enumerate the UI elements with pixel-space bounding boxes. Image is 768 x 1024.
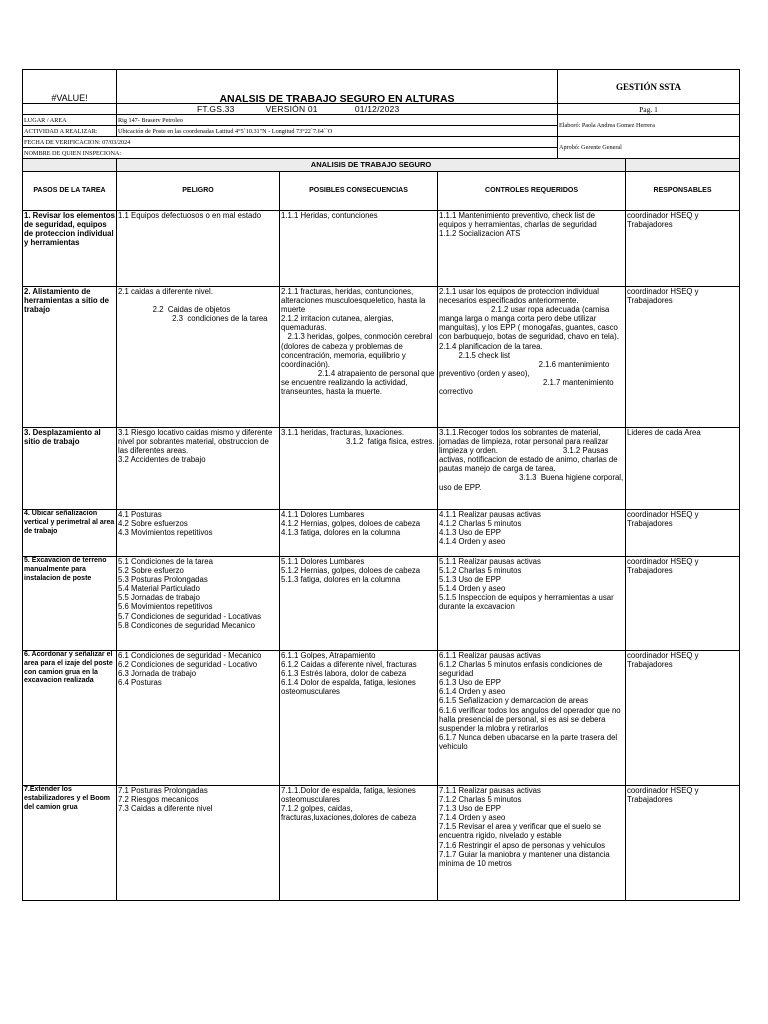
paso-cell: 3. Desplazamiento al sitio de trabajo [23,428,117,510]
value-cell-continued [23,104,117,115]
controles-cell: 7.1.1 Realizar pausas activas 7.1.2 Charlas 5 minutos 7.1.3 Uso de EPP 7.1.4 Orden y aseo 7.1.5 Revisar el area y verificar que el suelo se encuentra rigido, nivelado y estable 7.1.6 Restringir el apso de personas y vehiculos 7.1.7 Guiar la maniobra y mantener una distancia minima de 10 metros [438,786,626,901]
peligro-cell: 5.1 Condiciones de la tarea 5.2 Sobre esfuerzo 5.3 Posturas Prolongadas 5.4 Material Particulado 5.5 Jornadas de trabajo 5.6 Movimientos repetitivos 5.7 Condiciones de seguridad - Locativas 5.8 Condicones de seguridad Mecanico [117,557,280,651]
ats-table [22,159,740,901]
consecuencias-cell: 7.1.1.Dolor de espalda, fatiga, lesiones osteomusculares 7.1.2 golpes, caidas, fracturas,luxaciones,dolores de cabeza [280,786,438,901]
controles-cell: 5.1.1 Realizar pausas activas 5.1.2 Charlas 5 minutos 5.1.3 Uso de EPP 5.1.4 Orden y aseo 5.1.5 Inspeccion de equipos y herramientas a usar durante la excavacion [438,557,626,651]
actividad-value: Ubicación de Poste en las coordenadas Latitud 4°5`10.31"N - Longitud 73°22`7.64``O [117,126,558,137]
table-row [23,557,740,651]
responsables-cell: coordinador HSEQ y Trabajadores [626,211,740,287]
document-code-line [117,104,558,115]
nombre-inspeccion: NOMBRE DE QUIEN INSPECIONA: [23,148,558,159]
responsables-cell: coordinador HSEQ y Trabajadores [626,287,740,428]
column-header-controles: CONTROLES REQUERIDOS [438,172,626,211]
paso-cell: 2. Alistamiento de herramientas a sitio de trabajo [23,287,117,428]
controles-cell: 1.1.1 Mantenimiento preventivo, check list de equipos y herramientas, charlas de seguridad 1.1.2 Socializacion ATS [438,211,626,287]
lugar-value: Rig 147- Braserv Petroleo [117,115,558,126]
responsables-cell: coordinador HSEQ y Trabajadores [626,557,740,651]
document-date: 01/12/2023 [354,104,400,114]
consecuencias-cell: 3.1.1 heridas, fracturas, luxaciones. 3.1.2 fatiga fisica, estres. [280,428,438,510]
peligro-cell: 7.1 Posturas Prolongadas 7.2 Riesgos mecanicos 7.3 Caidas a diferente nivel [117,786,280,901]
table-row [23,651,740,786]
document-version: VERSIÓN 01 [265,104,318,114]
controles-cell: 6.1.1 Realizar pausas activas 6.1.2 Charlas 5 minutos enfasis condiciones de seguridad 6.1.3 Uso de EPP 6.1.4 Orden y aseo 6.1.5 Señalizacion y demarcacion de areas 6.1.6 verificar todos los angulos del operador que no halla presencial de personal, si es asi se debera suspender la mlobra y retirarlos 6.1.7 Nunca deben ubacarse en la parte trasera del vehiculo [438,651,626,786]
consecuencias-cell: 2.1.1 fracturas, heridas, contunciones, alteraciones musculoesqueletico, hasta la muerte 2.1.2 irritacion cutanea, alergias, quemaduras. 2.1.3 heridas, golpes, conmoción cerebral (dolores de cabeza y problemas de concentración, memoria, equilibrio y coordinación). 2.1.4 atrapaiento de personal que se encuentre realizando la actividad, transeuntes, hasta la muerte. [280,287,438,428]
header-table [22,69,740,159]
column-header-responsables: RESPONSABLES [626,172,740,211]
consecuencias-cell: 1.1.1 Heridas, contunciones [280,211,438,287]
fecha-verificacion: FECHA DE VERIFICACION: 07/03/2024 [23,137,558,148]
peligro-cell: 4.1 Posturas 4.2 Sobre esfuerzos 4.3 Movimientos repetitivos [117,510,280,557]
paso-cell: 1. Revisar los elementos de seguridad, equipos de proteccion individual y herramientas [23,211,117,287]
responsables-cell: coordinador HSEQ y Trabajadores [626,651,740,786]
table-row [23,786,740,901]
controles-cell: 3.1.1.Recoger todos los sobrantes de material, jornadas de limpieza, rotar personal para realizar limpieza y orden. 3.1.2 Pausas activas, notificacion de estado de animo, charlas de pautas manejo de carga de tarea. 3.1.3 Buena higiene corporal, uso de EPP. [438,428,626,510]
peligro-cell: 6.1 Condiciones de seguridad - Mecanico 6.2 Condiciones de seguridad - Locativo 6.3 Jornada de trabajo 6.4 Posturas [117,651,280,786]
table-row [23,211,740,287]
section-title: ANALISIS DE TRABAJO SEGURO [117,159,626,172]
table-row [23,510,740,557]
paso-cell: 4. Ubicar señalizacion vertical y perimetral al area de trabajo [23,510,117,557]
actividad-label: ACTIVIDAD A REALIZAR: [23,126,117,137]
document-code: FT.GS.33 [197,104,235,114]
responsables-cell: Lideres de cada Area [626,428,740,510]
responsables-cell: coordinador HSEQ y Trabajadores [626,786,740,901]
consecuencias-cell: 5.1.1 Dolores Lumbares 5.1.2 Hernias, golpes, doloes de cabeza 5.1.3 fatiga, dolores en la columna [280,557,438,651]
gestion-label: GESTIÓN SSTA [558,70,740,104]
paso-cell: 7.Extender los estabilizadores y el Boom del camion grua [23,786,117,901]
document-title-text: ANALSIS DE TRABAJO SEGURO EN ALTURAS [219,93,455,105]
paso-cell: 6. Acordonar y señalizar el area para el izaje del poste con camion grua en la excavacion realizada [23,651,117,786]
document-title [117,70,558,104]
controles-cell: 2.1.1 usar los equipos de proteccion individual necesarios especificados anteriormente. 2.1.2 usar ropa adecuada (camisa manga larga o manga corta pero debe utilizar manguitas), y los EPP ( monogafas, guantes, casco con barbuquejo, botas de seguridad, chavo en tela). 2.1.4 planificacion de la tarea. 2.1.5 check list 2.1.6 mantenimiento preventivo (orden y aseo), 2.1.7 mantenimiento correctivo [438,287,626,428]
elaboro-field: Elaboró: Paola Andrea Gomez Herrera [558,115,740,137]
consecuencias-cell: 6.1.1 Golpes, Atrapamiento 6.1.2 Caidas a diferente nivel, fracturas 6.1.3 Estrés labora, dolor de cabeza 6.1.4 Dolor de espalda, fatiga, lesiones osteomusculares [280,651,438,786]
table-row [23,428,740,510]
column-header-peligro: PELIGRO [117,172,280,211]
aprobo-field: Aprobó: Gerente General [558,137,740,159]
responsables-cell: coordinador HSEQ y Trabajadores [626,510,740,557]
consecuencias-cell: 4.1.1 Dolores Lumbares 4.1.2 Hernias, golpes, doloes de cabeza 4.1.3 fatiga, dolores en la columna [280,510,438,557]
value-cell: #VALUE! [23,70,117,104]
lugar-label: LUGAR / AREA [23,115,117,126]
page-number: Pag. 1 [558,104,740,115]
paso-cell: 5. Excavacion de terreno manualmente para instalacion de poste [23,557,117,651]
peligro-cell: 2.1 caidas a diferente nivel. 2.2 Caidas de objetos 2.3 condiciones de la tarea [117,287,280,428]
peligro-cell: 1.1 Equipos defectuosos o en mal estado [117,211,280,287]
column-header-consecuencias: POSIBLES CONSECUENCIAS [280,172,438,211]
column-header-pasos: PASOS DE LA TAREA [23,172,117,211]
ats-sheet [22,69,739,901]
table-row [23,287,740,428]
peligro-cell: 3.1 Riesgo locativo caidas mismo y diferente nivel por sobrantes material, obstruccion de las diferentes areas. 3.2 Accidentes de trabajo [117,428,280,510]
controles-cell: 4.1.1 Realizar pausas activas 4.1.2 Charlas 5 minutos 4.1.3 Uso de EPP 4.1.4 Orden y aseo [438,510,626,557]
